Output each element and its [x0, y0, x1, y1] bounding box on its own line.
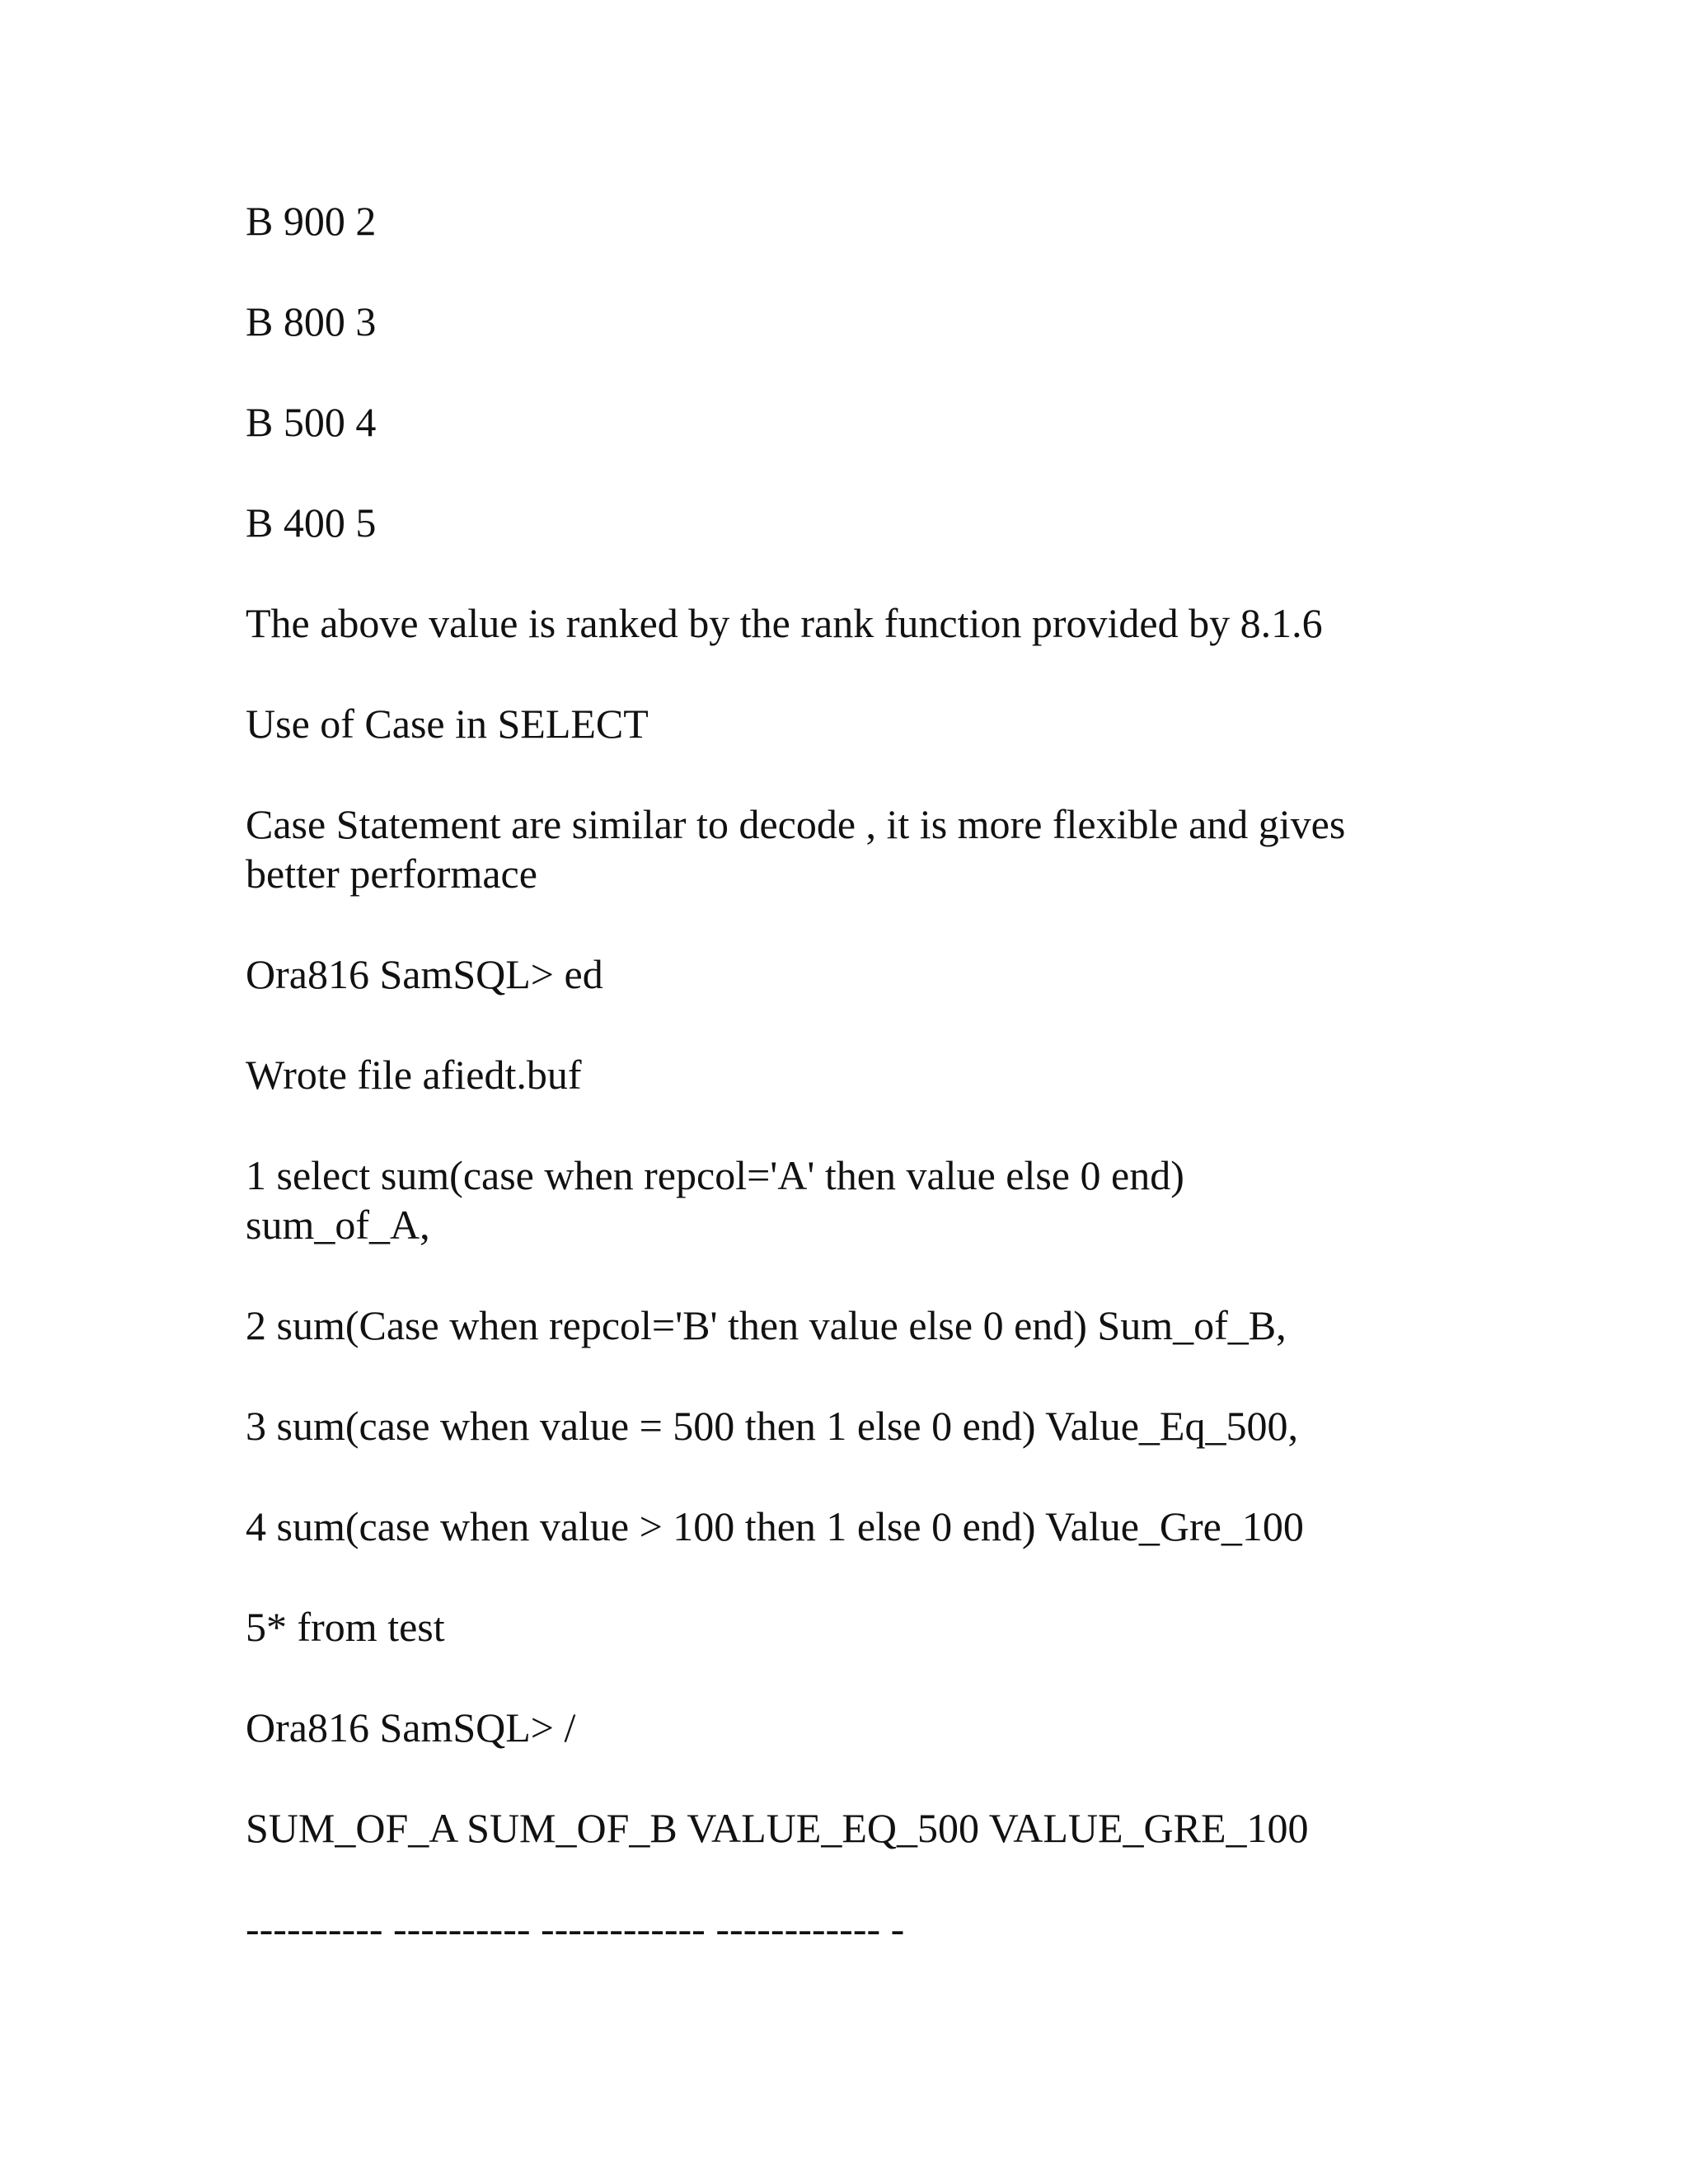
text-line: B 900 2 — [246, 198, 377, 244]
sql-prompt-line: Ora816 SamSQL> / — [246, 1704, 576, 1750]
sql-code-line: 1 select sum(case when repcol='A' then value else 0 end) sum_of_A, — [246, 1152, 1184, 1248]
text-line: The above value is ranked by the rank function provided by 8.1.6 — [246, 600, 1323, 646]
text-line: B 500 4 — [246, 399, 377, 445]
sql-code-line: 4 sum(case when value > 100 then 1 else 0 end) Value_Gre_100 — [246, 1503, 1304, 1549]
result-header-line: SUM_OF_A SUM_OF_B VALUE_EQ_500 VALUE_GRE_100 — [246, 1805, 1309, 1851]
sql-prompt-line: Ora816 SamSQL> ed — [246, 951, 603, 997]
text-paragraph: Case Statement are similar to decode , it is more flexible and gives better performace — [246, 801, 1346, 897]
section-heading: Use of Case in SELECT — [246, 701, 649, 747]
result-separator-line: ---------- ---------- ------------ ------------ - — [246, 1905, 905, 1952]
sql-code-line: 3 sum(case when value = 500 then 1 else 0 end) Value_Eq_500, — [246, 1403, 1298, 1449]
text-line: B 400 5 — [246, 499, 377, 546]
sql-code-line: 2 sum(Case when repcol='B' then value else 0 end) Sum_of_B, — [246, 1302, 1287, 1348]
sql-code-line: 5* from test — [246, 1604, 445, 1650]
document-body — [246, 196, 1449, 2004]
text-line: B 800 3 — [246, 298, 377, 344]
text-line: Wrote file afiedt.buf — [246, 1052, 582, 1098]
